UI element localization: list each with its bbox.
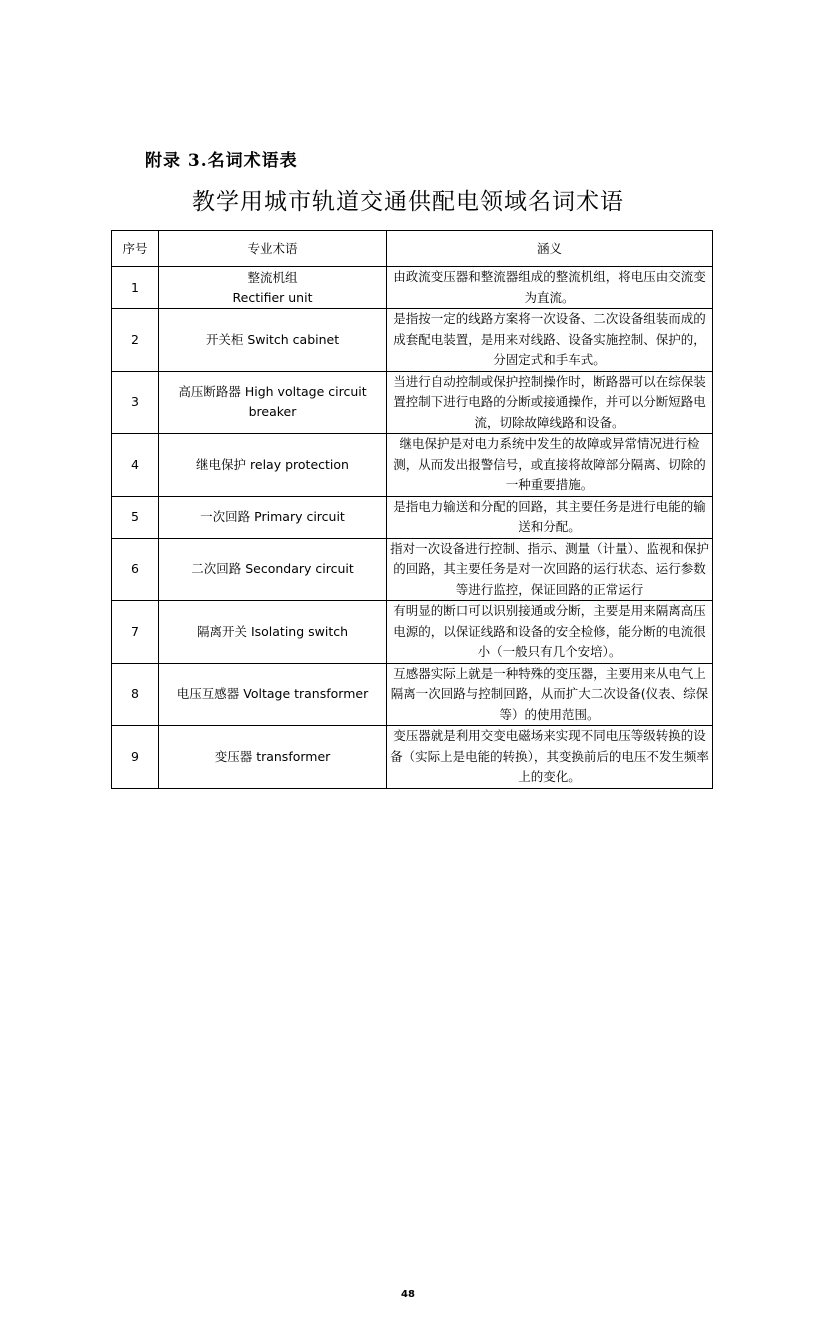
term-cn: 高压断路器 xyxy=(178,384,241,400)
row-definition: 由政流变压器和整流器组成的整流机组，将电压由交流变为直流。 xyxy=(387,267,713,309)
row-number: 7 xyxy=(112,601,159,664)
term-en: Secondary circuit xyxy=(245,561,354,577)
page-number: 48 xyxy=(401,1289,415,1300)
table-row xyxy=(112,538,713,601)
table-row xyxy=(112,309,713,372)
term-en: Isolating switch xyxy=(250,623,349,639)
term-cn: 继电保护 xyxy=(196,456,247,472)
term-cn: 隔离开关 xyxy=(196,623,247,639)
header-term: 专业术语 xyxy=(159,231,387,267)
term-cn: 整流机组 xyxy=(247,269,298,285)
row-term xyxy=(159,726,387,789)
row-number: 5 xyxy=(112,496,159,538)
table-row xyxy=(112,434,713,497)
table-row xyxy=(112,601,713,664)
term-cn: 开关柜 xyxy=(205,331,244,347)
row-number: 3 xyxy=(112,371,159,434)
table-header-row xyxy=(112,231,713,267)
term-en: Switch cabinet xyxy=(247,331,340,347)
row-term xyxy=(159,601,387,664)
row-term xyxy=(159,371,387,434)
row-definition: 当进行自动控制或保护控制操作时，断路器可以在综保装置控制下进行电路的分断或接通操作，并可以分断短路电流，切除故障线路和设备。 xyxy=(387,371,713,434)
term-en: High voltage circuit breaker xyxy=(244,384,367,420)
term-cn: 电压互感器 xyxy=(176,686,240,702)
row-number: 1 xyxy=(112,267,159,309)
header-number: 序号 xyxy=(112,231,159,267)
row-term xyxy=(159,663,387,726)
table-row xyxy=(112,371,713,434)
document-title: 教学用城市轨道交通供配电领域名词术语 xyxy=(192,189,624,215)
row-number: 9 xyxy=(112,726,159,789)
row-definition: 指对一次设备进行控制、指示、测量（计量）、监视和保护的回路，其主要任务是对一次回路的运行状态、运行参数等进行监控，保证回路的正常运行 xyxy=(387,538,713,601)
header-definition: 涵义 xyxy=(387,231,713,267)
term-cn: 一次回路 xyxy=(200,509,251,524)
row-number: 2 xyxy=(112,309,159,372)
term-en: relay protection xyxy=(250,456,349,472)
table-row xyxy=(112,267,713,309)
term-en: Rectifier unit xyxy=(232,289,313,305)
row-number: 6 xyxy=(112,538,159,601)
row-definition: 是指电力输送和分配的回路，其主要任务是进行电能的输送和分配。 xyxy=(387,496,713,538)
row-number: 8 xyxy=(112,663,159,726)
row-term xyxy=(159,267,387,309)
row-definition: 继电保护是对电力系统中发生的故障或异常情况进行检测，从而发出报警信号，或直接将故障部分隔离、切除的一种重要措施。 xyxy=(387,434,713,497)
row-term xyxy=(159,496,387,538)
table-row xyxy=(112,663,713,726)
row-term xyxy=(159,434,387,497)
term-en: Primary circuit xyxy=(254,509,345,524)
row-definition: 互感器实际上就是一种特殊的变压器，主要用来从电气上隔离一次回路与控制回路，从而扩大二次设备(仪表、综保等）的使用范围。 xyxy=(387,663,713,726)
glossary-table xyxy=(111,230,713,789)
row-number: 4 xyxy=(112,434,159,497)
appendix-heading: 附录 3.名词术语表 xyxy=(145,151,298,171)
row-term xyxy=(159,309,387,372)
term-cn: 二次回路 xyxy=(191,561,242,577)
row-definition: 有明显的断口可以识别接通或分断，主要是用来隔离高压电源的，以保证线路和设备的安全检修，能分断的电流很小（一般只有几个安培）。 xyxy=(387,601,713,664)
row-term xyxy=(159,538,387,601)
term-cn: 变压器 xyxy=(214,748,253,764)
row-definition: 是指按一定的线路方案将一次设备、二次设备组装而成的成套配电装置，是用来对线路、设备实施控制、保护的，分固定式和手车式。 xyxy=(387,309,713,372)
row-definition: 变压器就是利用交变电磁场来实现不同电压等级转换的设备（实际上是电能的转换），其变换前后的电压不发生频率上的变化。 xyxy=(387,726,713,789)
term-en: Voltage transformer xyxy=(243,686,369,702)
table-row xyxy=(112,726,713,789)
term-en: transformer xyxy=(256,748,331,764)
table-row xyxy=(112,496,713,538)
